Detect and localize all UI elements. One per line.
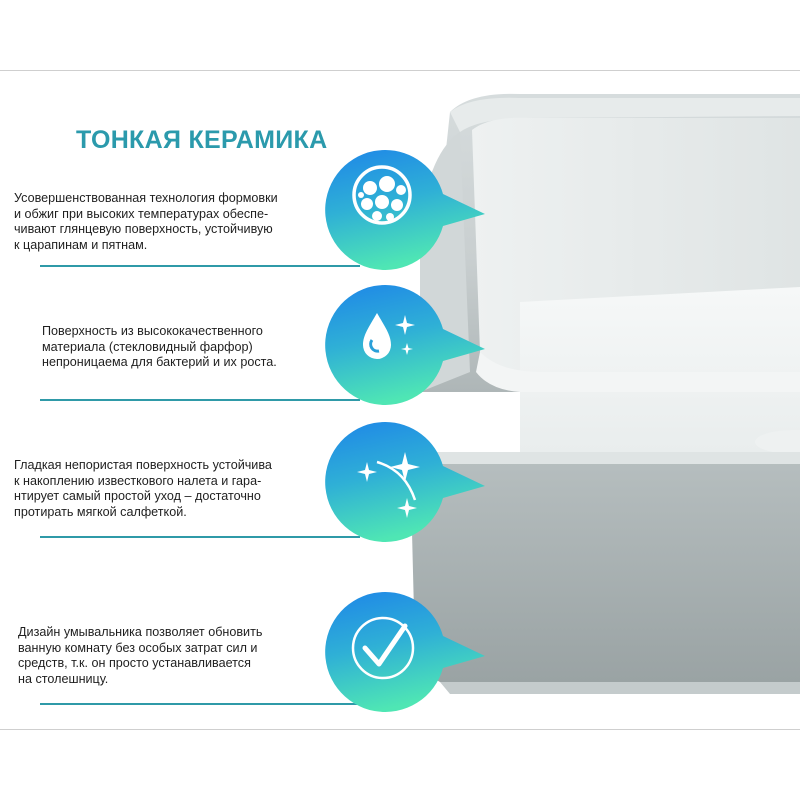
feature-3-badge	[325, 422, 485, 542]
feature-3-line-4: протирать мягкой салфеткой.	[14, 504, 187, 519]
page-title: ТОНКАЯ КЕРАМИКА	[76, 126, 328, 154]
feature-1-text	[14, 191, 320, 253]
feature-2-text	[42, 324, 294, 371]
feature-2-line-1: Поверхность из высококачественного	[42, 324, 263, 338]
feature-4-badge	[325, 592, 485, 712]
frame-top-line	[0, 70, 800, 71]
feature-3-line-3: нтирует самый простой уход – достаточно	[14, 489, 261, 503]
feature-1-line-1: Усовершенствованная технология формовки	[14, 191, 278, 205]
feature-2-badge	[325, 285, 485, 405]
feature-2-underline	[40, 399, 360, 401]
feature-4-line-2: ванную комнату без особых затрат сил и	[18, 640, 258, 655]
feature-1-badge	[325, 150, 485, 270]
feature-2-line-3: непроницаема для бактерий и их роста.	[42, 355, 277, 369]
feature-4-line-4: на столешницу.	[18, 671, 109, 686]
feature-3-text	[14, 458, 320, 520]
feature-1-line-4: к царапинам и пятнам.	[14, 237, 148, 252]
frame-bottom-line	[0, 729, 800, 730]
feature-4-line-3: средств, т.к. он просто устанавливается	[18, 656, 251, 670]
feature-1-underline	[40, 265, 360, 267]
feature-4-line-1: Дизайн умывальника позволяет обновить	[18, 625, 263, 639]
feature-4-underline	[40, 703, 360, 705]
feature-1-line-2: и обжиг при высоких температурах обеспе-	[14, 206, 269, 221]
feature-3-underline	[40, 536, 360, 538]
feature-3-line-1: Гладкая непористая поверхность устойчива	[14, 458, 272, 472]
feature-2-line-2: материала (стекловидный фарфор)	[42, 339, 253, 354]
feature-3-line-2: к накоплению известкового налета и гара-	[14, 473, 262, 488]
feature-4-text	[18, 625, 304, 687]
feature-1-line-3: чивают глянцевую поверхность, устойчивую	[14, 222, 273, 236]
